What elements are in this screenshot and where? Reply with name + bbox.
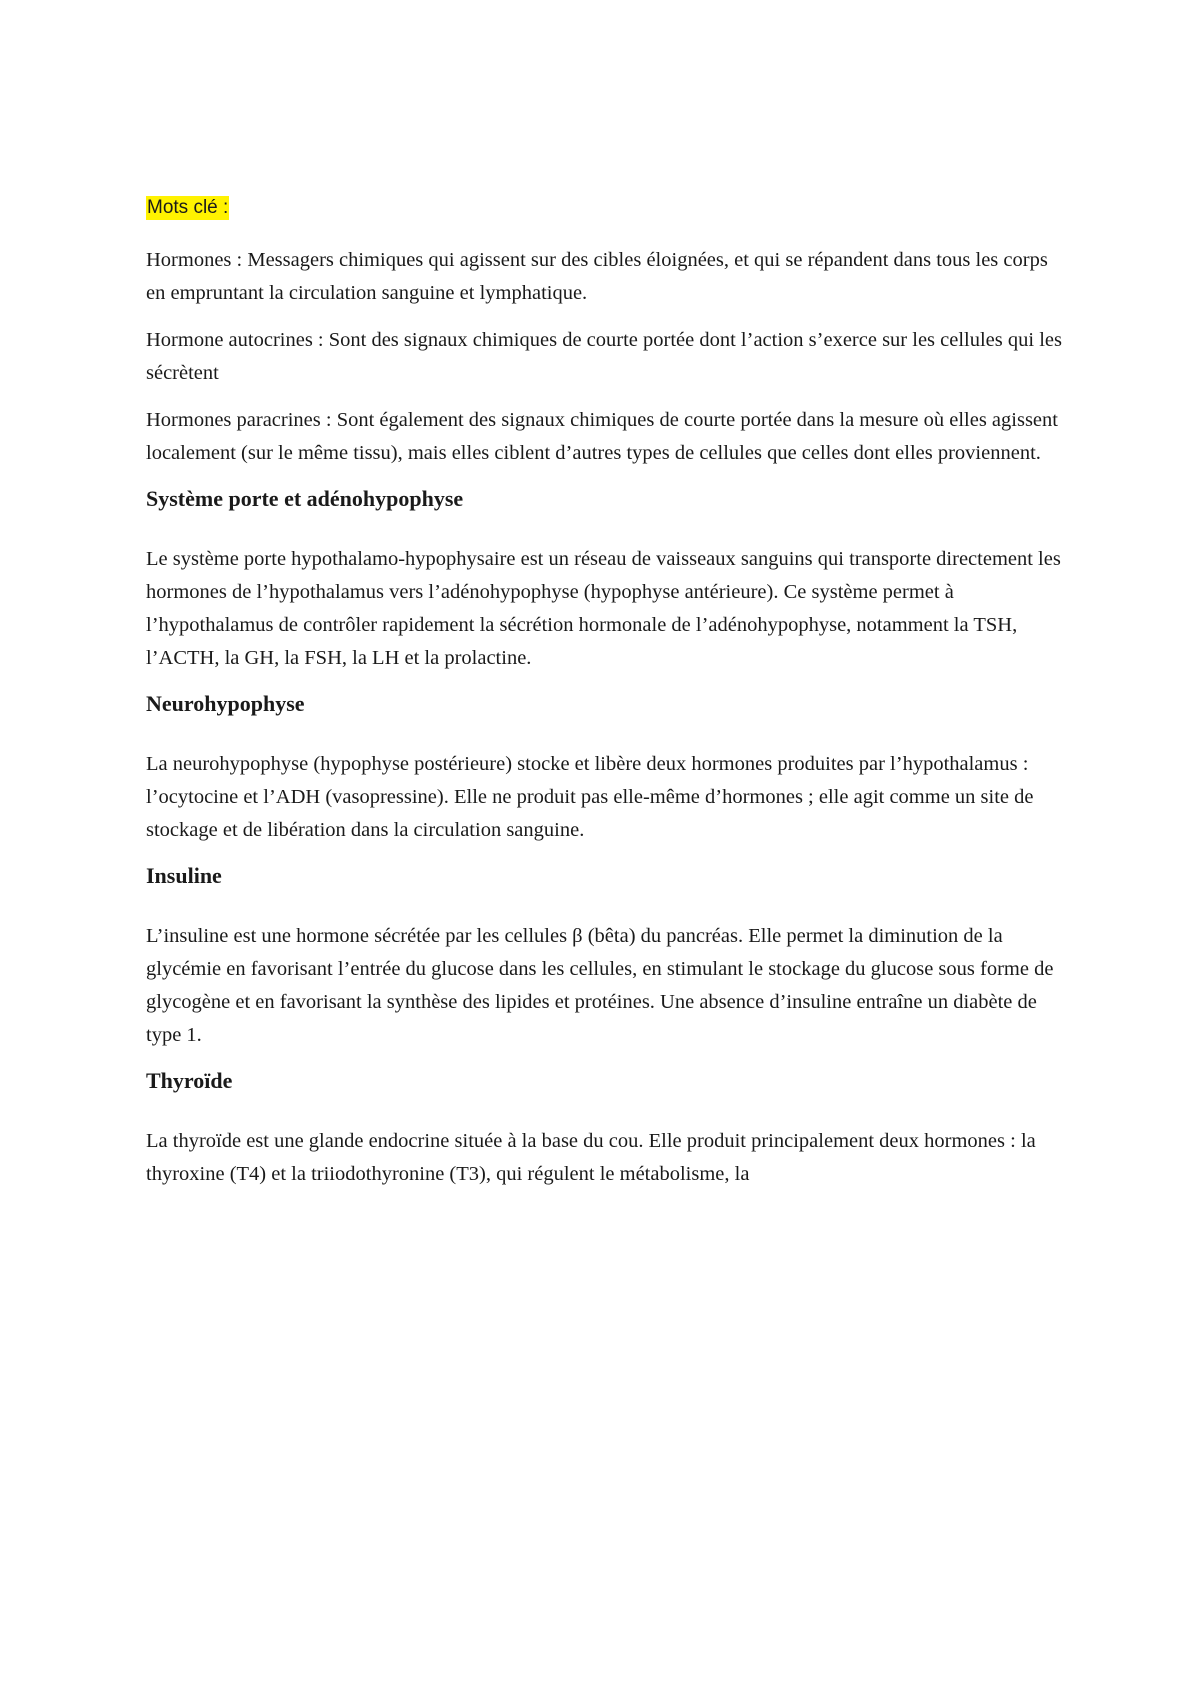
section-heading-systeme-porte: Système porte et adénohypophyse [146,486,464,511]
definition-hormones: Hormones : Messagers chimiques qui agissent sur des cibles éloignées, et qui se répandent dans tous les corps en empruntant la circulation sanguine et lymphatique. [146,249,1048,304]
keywords-title: Mots clé : [147,197,229,218]
definition-autocrine: Hormone autocrines : Sont des signaux chimiques de courte portée dont l’action s’exerce sur les cellules qui les sécrètent [146,329,1062,384]
definition-paracrine: Hormones paracrines : Sont également des signaux chimiques de courte portée dans la mesure où elles agissent localement (sur le même tissu), mais elles ciblent d’autres types de cellules que celles dont elles proviennent. [146,409,1058,464]
section-heading-insuline: Insuline [146,863,222,888]
section-text-insuline: L’insuline est une hormone sécrétée par les cellules β (bêta) du pancréas. Elle permet la diminution de la glycémie en favorisant l’entrée du glucose dans les cellules, en stimulant le stockage du glucose sous forme de glycogène et en favorisant la synthèse des lipides et protéines. Une absence d’insuline entraîne un diabète de type 1. [146,925,1054,1046]
section-text-systeme-porte: Le système porte hypothalamo-hypophysaire est un réseau de vaisseaux sanguins qui transporte directement les hormones de l’hypothalamus vers l’adénohypophyse (hypophyse antérieure). Ce système permet à l’hypothalamus de contrôler rapidement la sécrétion hormonale de l’adénohypophyse, notamment la TSH, l’ACTH, la GH, la FSH, la LH et la prolactine. [146,548,1061,669]
section-heading-thyroide: Thyroïde [146,1068,233,1093]
section-heading-neurohypophyse: Neurohypophyse [146,691,305,716]
document-page [146,196,1066,1205]
section-text-thyroide: La thyroïde est une glande endocrine située à la base du cou. Elle produit principalement deux hormones : la thyroxine (T4) et la triiodothyronine (T3), qui régulent le métabolisme, la [146,1130,1036,1185]
section-text-neurohypophyse: La neurohypophyse (hypophyse postérieure) stocke et libère deux hormones produites par l’hypothalamus : l’ocytocine et l’ADH (vasopressine). Elle ne produit pas elle-même d’hormones ; elle agit comme un site de stockage et de libération dans la circulation sanguine. [146,753,1034,841]
